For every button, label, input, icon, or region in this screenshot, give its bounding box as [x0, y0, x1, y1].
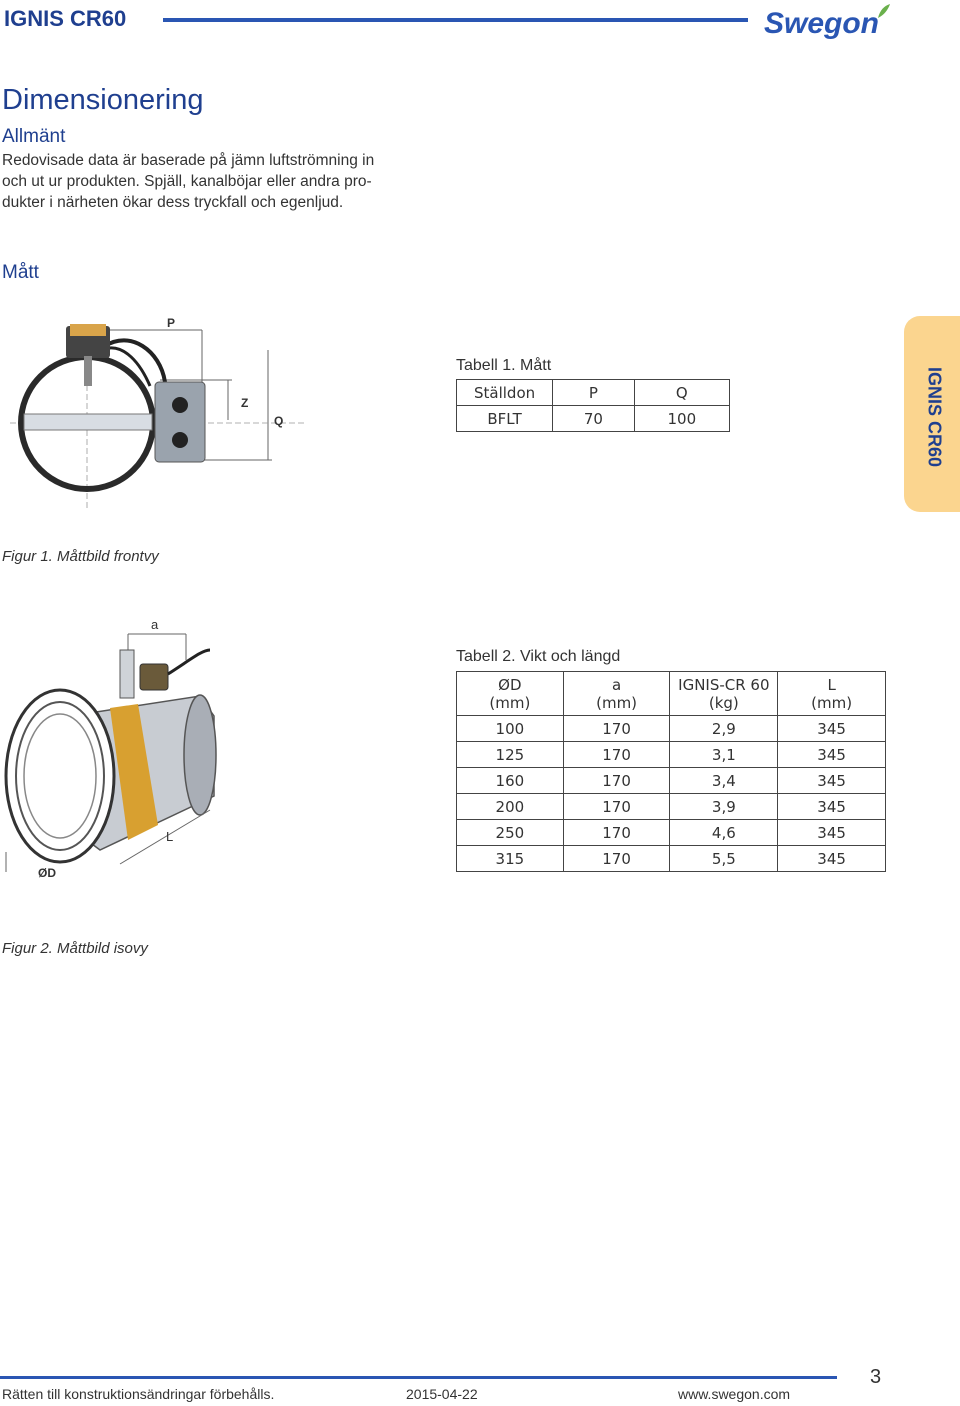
table-cell: 315 [457, 846, 564, 872]
table-cell: 3,4 [670, 768, 778, 794]
dimensions-heading: Mått [2, 262, 39, 283]
table-header-cell: P [553, 380, 634, 406]
table-cell: 345 [778, 742, 886, 768]
dimensions-table [456, 379, 730, 432]
table-header-cell: L (mm) [778, 672, 886, 716]
table-cell: 5,5 [670, 846, 778, 872]
dim-label-q: Q [274, 414, 284, 428]
iso-view-drawing [0, 620, 300, 890]
table-cell: 345 [778, 794, 886, 820]
table2-title: Tabell 2. Vikt och längd [456, 648, 621, 665]
table-cell: 250 [457, 820, 564, 846]
table1-title: Tabell 1. Mått [456, 357, 552, 374]
table-header-cell: IGNIS-CR 60 (kg) [670, 672, 778, 716]
table-cell: 170 [563, 742, 670, 768]
table-cell: 170 [563, 794, 670, 820]
dim-label-od: ØD [38, 866, 56, 880]
section-title: Dimensionering [2, 84, 204, 116]
dim-label-a: a [151, 617, 159, 632]
footer-rule [0, 1376, 837, 1379]
side-tab-text: IGNIS CR60 [924, 366, 945, 468]
table-cell: 100 [457, 716, 564, 742]
intro-line: Redovisade data är baserade på jämn luftströmning in [2, 152, 375, 169]
table-cell: 2,9 [670, 716, 778, 742]
table-cell: 100 [634, 406, 729, 432]
dim-label-l: L [166, 829, 174, 844]
figure2-caption: Figur 2. Måttbild isovy [2, 940, 148, 957]
page-number: 3 [870, 1366, 882, 1388]
table-header-row [457, 380, 730, 406]
table-cell: 170 [563, 768, 670, 794]
table-header-row [457, 672, 886, 716]
table-header-cell: ØD (mm) [457, 672, 564, 716]
table-cell: 170 [563, 820, 670, 846]
table-cell: 4,6 [670, 820, 778, 846]
dim-label-p: P [167, 316, 176, 330]
table-row [457, 716, 886, 742]
table-row [457, 820, 886, 846]
table-cell: 345 [778, 716, 886, 742]
swegon-logo-icon [762, 2, 892, 42]
table-cell: 125 [457, 742, 564, 768]
table-header-cell: Ställdon [457, 380, 553, 406]
table-cell: 3,9 [670, 794, 778, 820]
table-cell: 345 [778, 820, 886, 846]
table-cell: 200 [457, 794, 564, 820]
table-cell: 170 [563, 716, 670, 742]
intro-line: och ut ur produkten. Spjäll, kanalböjar eller andra pro- [2, 173, 372, 190]
footer-website-link[interactable]: www.swegon.com [678, 1386, 791, 1402]
table-cell: BFLT [457, 406, 553, 432]
intro-paragraph [2, 150, 412, 213]
table-header-cell: Q [634, 380, 729, 406]
document-title: IGNIS CR60 [4, 6, 127, 31]
figure1-caption: Figur 1. Måttbild frontvy [2, 548, 159, 565]
intro-line: dukter i närheten ökar dess tryckfall och egenljud. [2, 194, 344, 211]
table-cell: 345 [778, 846, 886, 872]
footer-date: 2015-04-22 [406, 1386, 478, 1402]
table-row [457, 406, 730, 432]
footer-disclaimer: Rätten till konstruktionsändringar förbehålls. [2, 1386, 275, 1402]
front-view-drawing [10, 310, 310, 515]
table-row [457, 794, 886, 820]
dim-label-z: Z [241, 396, 249, 410]
table-cell: 170 [563, 846, 670, 872]
table-cell: 3,1 [670, 742, 778, 768]
table-cell: 160 [457, 768, 564, 794]
side-tab-label [913, 352, 953, 482]
table-header-cell: a (mm) [563, 672, 670, 716]
header-rule [163, 18, 748, 22]
weight-length-table [456, 671, 886, 872]
table-row [457, 846, 886, 872]
table-row [457, 742, 886, 768]
table-cell: 345 [778, 768, 886, 794]
brand-name: Swegon [764, 7, 880, 40]
table-cell: 70 [553, 406, 634, 432]
section-subtitle: Allmänt [2, 126, 66, 147]
table-row [457, 768, 886, 794]
